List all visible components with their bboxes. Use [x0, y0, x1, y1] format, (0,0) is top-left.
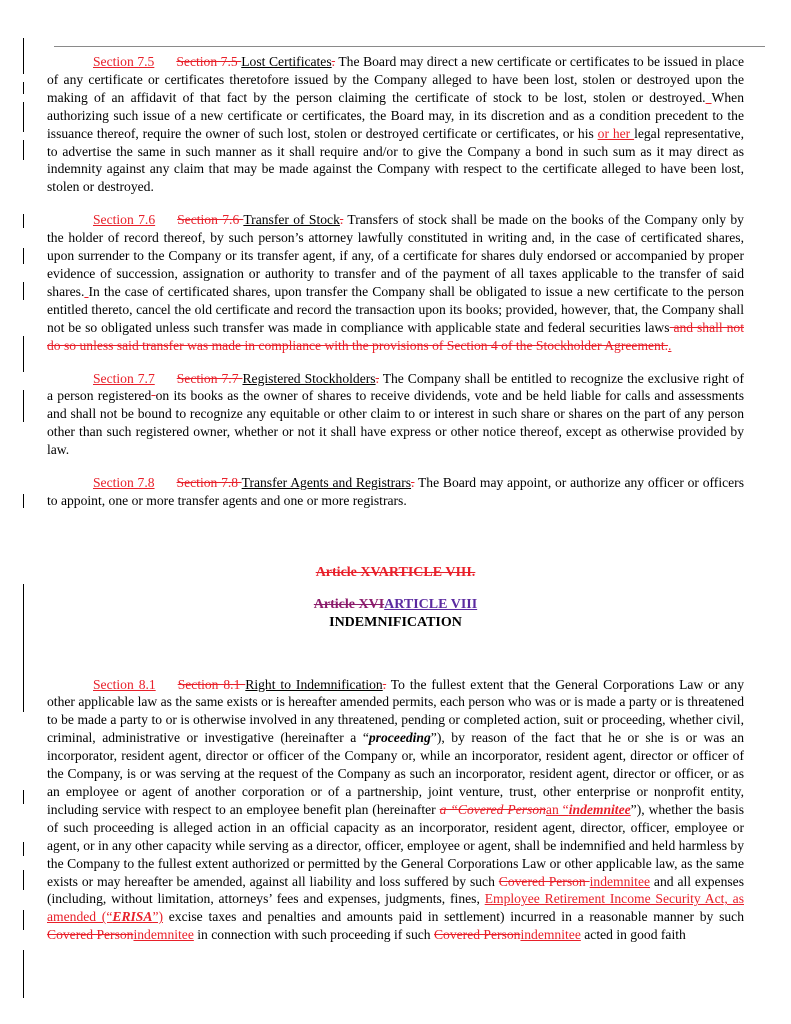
article-heading: Article XVIARTICLE VIII — [313, 596, 478, 612]
change-bar — [23, 248, 24, 264]
deleted-section-number: Section 7.8 — [176, 475, 242, 491]
section-8-1-paragraph: Section 8.1 Section 8.1 Right to Indemnification. To the fullest extent that the General Corporations Law or any other applicable law as the same exists or is hereafter amended permits, each person who was or is made a party or is threatened to be made a party to or is otherwise involved in any threatened, pending or completed action, suit or proceeding, whether civil, criminal, administrative or investigative (hereinafter a “proceeding”), by reason of the fact that he or she is or was an incorporator, resident agent, director or officer of the Company or, while an incorporator, resident agent, director or officer of the Company, is or was serving at the request of the Company as such an incorporator, resident agent, director or officer, or as an employee or agent of another corporation or of a partnership, joint venture, trust, other enterprise or nonprofit entity, including service with respect to an employee benefit plan (hereinafter a “Covered Personan “indemnitee”), whether the basis of such proceeding is alleged action in an official capacity as an incorporator, resident agent, director, officer, employee or agent, or in any other capacity while serving as a director, officer, employee or agent, shall be indemnified and held harmless by the Company to the fullest extent authorized or permitted by the General Corporations Law or other applicable law, as the same exists or may hereafter be amended, against all liability and loss suffered by such Covered Person indemnitee and all expenses (including, without limitation, attorneys’ fees and expenses, judgments, fines, Employee Retirement Income Security Act, as amended (“ERISA”) excise taxes and penalties and amounts paid in settlement) incurred in a reasonable manner by such Covered Personindemnitee in connection with such proceeding if such Covered Personindemnitee acted in good faith — [47, 676, 745, 943]
change-bar — [23, 584, 24, 712]
section-7-7-paragraph: Section 7.7 Section 7.7 Registered Stockholders. The Company shall be entitled to recognize the exclusive right of a person registered on its books as the owner of shares to receive dividends, vote and be held liable for calls and assessments and shall not be bound to recognize any equitable or other claim to or interest in such share or shares on the part of any person other than such registered owner, whether or not it shall have express or other notice thereof, except as otherwise provided by law. — [47, 370, 745, 458]
change-bar — [23, 336, 24, 372]
change-bar — [23, 102, 24, 132]
change-bar — [23, 950, 24, 998]
section-7-5-paragraph: Section 7.5 Section 7.5 Lost Certificates. The Board may direct a new certificate or certificates to be issued in place of any certificate or certificates theretofore issued by the Company alleged to have been lost, stolen or destroyed upon the making of an affidavit of that fact by the person claiming the certificate of stock to be lost, stolen or destroyed. When authorizing such issue of a new certificate or certificates, the Board may, in its discretion and as a condition precedent to the issuance thereof, require the owner of such lost, stolen or destroyed certificate or certificates, or his or her legal representative, to advertise the same in such manner as it shall require and/or to give the Company a bond in such sum as it may direct as indemnity against any claim that may be made against the Company with respect to the certificate alleged to have been lost, stolen or destroyed. — [47, 54, 745, 195]
change-bar — [23, 494, 24, 508]
section-7-8-paragraph: Section 7.8 Section 7.8 Transfer Agents and Registrars. The Board may appoint, or authorize any officer or officers to appoint, one or more transfer agents and one or more registrars. — [47, 475, 744, 508]
deleted-text: . — [331, 54, 336, 69]
inserted-text: indemnitee — [520, 927, 581, 943]
deleted-section-number: Section 7.5 — [176, 54, 242, 69]
section-number: Section 7.5 — [93, 54, 155, 69]
deleted-text: and shall not do so unless said transfer was made in compliance with the provisions of Section 4 of the Stockholder Agreement. — [47, 319, 744, 353]
deleted-text: Covered Person — [47, 927, 134, 943]
change-bar — [23, 842, 24, 856]
defined-term: proceeding — [368, 730, 431, 746]
defined-term: indemnitee — [568, 801, 631, 817]
section-title: Lost Certificates — [241, 54, 332, 69]
inserted-text: an “ — [545, 801, 569, 817]
deleted-article-heading: Article XVARTICLE VIII. — [315, 564, 476, 580]
change-bar — [23, 870, 24, 890]
deleted-section-number: Section 8.1 — [177, 676, 246, 692]
change-bar — [23, 282, 24, 300]
section-7-6-paragraph: Section 7.6 Section 7.6 Transfer of Stock. Transfers of stock shall be made on the books of the Company only by the holder of record thereof, by such person’s attorney lawfully constituted in writing and, in the case of certificated shares, upon surrender to the Company or its transfer agent, if any, of a certificate for shares duly endorsed or accompanied by proper evidence of succession, assignation or authority to transfer and of the payment of all taxes applicable to the transfer of said shares. In the case of certificated shares, upon transfer the Company shall be obligated to issue a new certificate to the person entitled thereto, cancel the old certificate and record the transaction upon its books; provided, however, that, the Company shall not be so obligated unless such transfer was made in compliance with applicable state and federal securities laws and shall not do so unless said transfer was made in compliance with the provisions of Section 4 of the Stockholder Agreement.. — [47, 212, 745, 353]
defined-term: ERISA — [112, 909, 153, 925]
document-page — [47, 44, 744, 944]
inserted-text: Employee Retirement Income Security Act, as amended (“ — [47, 891, 744, 925]
change-bar — [23, 38, 24, 74]
inserted-text: indemnitee — [133, 927, 194, 943]
change-bar — [23, 390, 24, 422]
section-number: Section 8.1 — [93, 676, 156, 692]
change-bar — [23, 214, 24, 228]
change-bar — [23, 790, 24, 804]
deleted-section-number: Section 7.6 — [177, 212, 244, 228]
change-bar — [23, 910, 24, 930]
section-title: Transfer Agents and Registrars — [241, 475, 412, 491]
section-number: Section 7.6 — [93, 212, 156, 228]
section-title: Registered Stockholders — [242, 370, 376, 386]
inserted-text: or her — [597, 125, 635, 141]
section-number: Section 7.7 — [93, 370, 155, 386]
section-title: Right to Indemnification — [245, 676, 383, 692]
section-title: Transfer of Stock — [243, 212, 340, 228]
change-bar — [23, 82, 24, 94]
article-title: INDEMNIFICATION — [329, 614, 462, 630]
inserted-text: indemnitee — [589, 873, 651, 889]
deleted-text: Covered Person — [433, 927, 521, 943]
deleted-text: Covered Person — [498, 873, 590, 889]
deleted-section-number: Section 7.7 — [176, 370, 243, 386]
change-bar — [23, 140, 24, 160]
section-number: Section 7.8 — [93, 475, 155, 491]
deleted-text: a “Covered Person — [439, 801, 546, 817]
